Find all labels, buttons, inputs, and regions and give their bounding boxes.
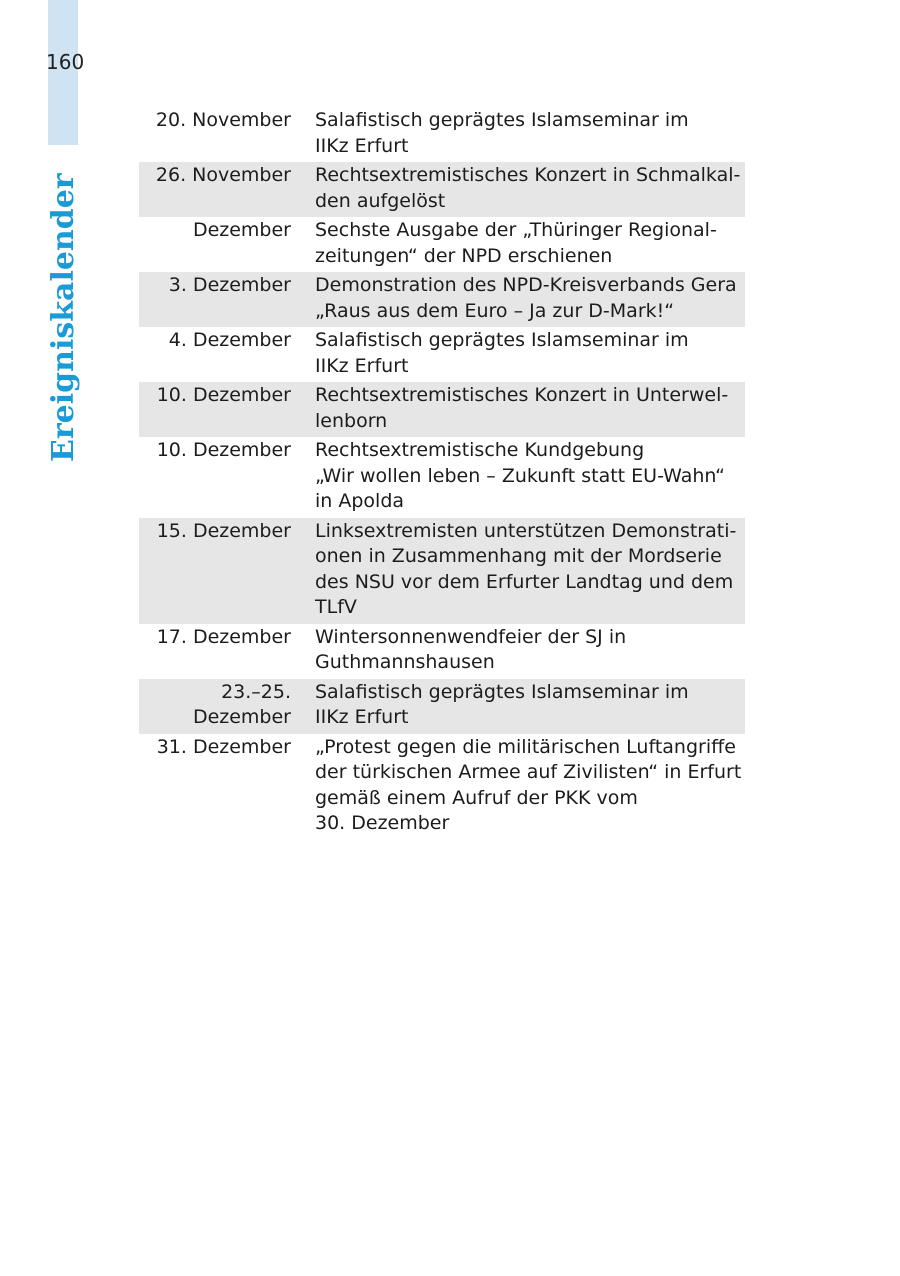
event-row: [139, 437, 745, 518]
event-date: [139, 107, 291, 162]
event-description-line: Linksextremisten unterstützen Demonstrati-: [315, 519, 737, 542]
event-description-line: lenborn: [315, 409, 388, 432]
event-description: [315, 624, 735, 679]
event-description-line: „Wir wollen leben – Zukunft statt EU-Wahn“: [315, 464, 725, 487]
event-description-line: der türkischen Armee auf Zivilisten“ in Erfurt: [315, 761, 742, 783]
event-description-line: „Raus aus dem Euro – Ja zur D-Mark!“: [315, 299, 675, 322]
event-date-line: 15. Dezember: [156, 519, 291, 542]
event-date: [139, 734, 291, 840]
event-row: [139, 107, 745, 162]
event-description: [315, 272, 735, 327]
event-date: [139, 327, 291, 382]
event-description-line: Rechtsextremistisches Konzert in Schmalkal-: [315, 164, 741, 186]
event-description: [315, 518, 735, 624]
event-description: [315, 437, 735, 518]
event-date-line: 26. November: [155, 164, 291, 186]
event-date-line: 23.–25.: [221, 680, 291, 703]
event-description: [315, 217, 735, 272]
event-description-line: Sechste Ausgabe der „Thüringer Regional-: [315, 219, 717, 241]
event-date-line: 10. Dezember: [156, 384, 291, 406]
event-description-line: den aufgelöst: [315, 189, 446, 212]
event-description-line: TLfV: [315, 596, 357, 618]
event-description-line: onen in Zusammenhang mit der Mordserie: [315, 545, 722, 567]
event-description-line: Salafistisch geprägtes Islamseminar im: [315, 680, 689, 703]
event-date: [139, 624, 291, 679]
event-description-line: des NSU vor dem Erfurter Landtag und dem: [315, 570, 734, 593]
event-description: [315, 382, 735, 437]
event-description-line: „Protest gegen die militärischen Luftangriffe: [315, 735, 736, 758]
event-date: [139, 217, 291, 272]
event-date: [139, 272, 291, 327]
event-description-line: 30. Dezember: [315, 812, 450, 834]
event-row: [139, 382, 745, 437]
event-date: [139, 437, 291, 518]
event-date-line: 31. Dezember: [156, 735, 291, 758]
event-date-line: 17. Dezember: [156, 625, 291, 648]
event-date-line: 3. Dezember: [168, 274, 291, 296]
section-title: Ereigniskalender: [46, 173, 81, 462]
event-description-line: IIKz Erfurt: [315, 354, 409, 377]
event-row: [139, 734, 745, 840]
event-description: [315, 107, 735, 162]
event-description-line: IIKz Erfurt: [315, 134, 409, 157]
event-date-line: Dezember: [192, 706, 291, 728]
event-description: [315, 734, 742, 840]
event-date: [139, 518, 291, 624]
event-row: [139, 327, 745, 382]
event-description-line: Rechtsextremistische Kundgebung: [315, 439, 645, 461]
event-date: [139, 162, 291, 217]
event-description-line: zeitungen“ der NPD erschienen: [315, 244, 613, 267]
event-description-line: Rechtsextremistisches Konzert in Unterwel-: [315, 384, 729, 406]
event-description-line: Wintersonnenwendfeier der SJ in: [315, 625, 627, 648]
event-calendar-table: [139, 107, 745, 840]
event-date-line: 4. Dezember: [168, 329, 291, 351]
event-description-line: gemäß einem Aufruf der PKK vom: [315, 786, 638, 809]
event-description-line: Salafistisch geprägtes Islamseminar im: [315, 329, 689, 351]
event-row: [139, 679, 745, 734]
event-description-line: Demonstration des NPD-Kreisverbands Gera: [315, 274, 737, 296]
event-description-line: in Apolda: [315, 490, 405, 512]
event-date-line: 20. November: [155, 109, 291, 131]
event-row: [139, 217, 745, 272]
event-description-line: IIKz Erfurt: [315, 706, 409, 728]
event-row: [139, 272, 745, 327]
event-description: [315, 327, 735, 382]
event-description: [315, 679, 735, 734]
event-row: [139, 518, 745, 624]
event-date: [139, 679, 291, 734]
event-date-line: Dezember: [192, 219, 291, 241]
event-date: [139, 382, 291, 437]
event-description-line: Salafistisch geprägtes Islamseminar im: [315, 109, 689, 131]
event-row: [139, 624, 745, 679]
page-number: 160: [46, 50, 85, 74]
event-row: [139, 162, 745, 217]
event-description-line: Guthmannshausen: [315, 651, 495, 673]
event-date-line: 10. Dezember: [156, 439, 291, 461]
event-description: [315, 162, 741, 217]
